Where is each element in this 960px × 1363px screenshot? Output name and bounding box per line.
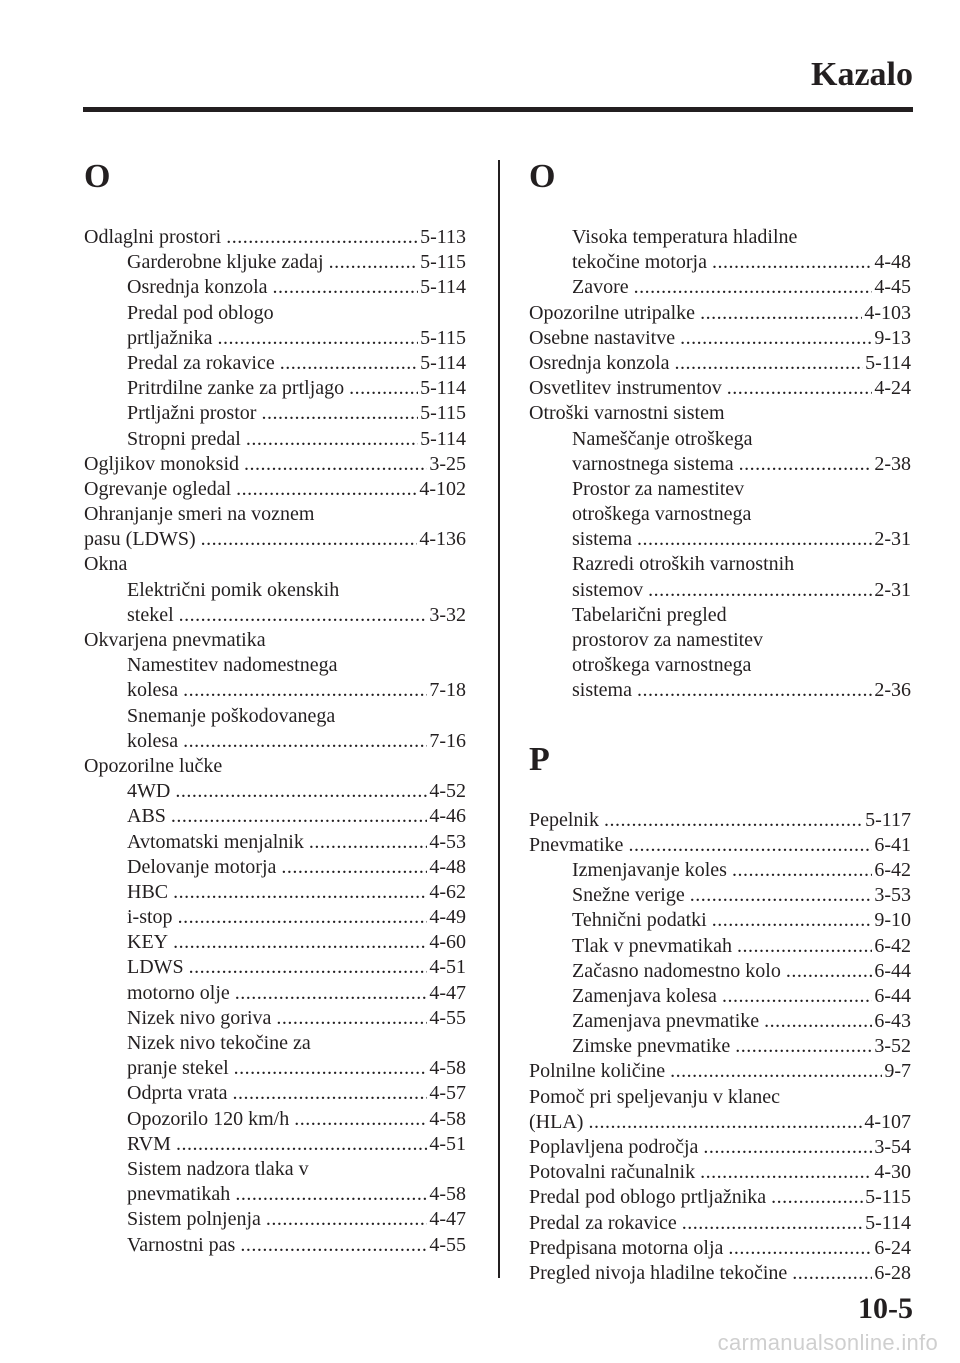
dot-leader <box>171 804 427 829</box>
index-term: Pepelnik <box>529 808 599 831</box>
index-term: Nameščanje otroškega <box>572 427 753 450</box>
index-subentry <box>84 301 466 326</box>
index-term: kolesa <box>127 729 179 752</box>
dot-leader <box>173 880 427 905</box>
index-term: Potovalni računalnik <box>529 1161 696 1184</box>
index-term: Prtljažni prostor <box>127 402 257 425</box>
dot-leader <box>700 1160 872 1185</box>
index-entry <box>84 754 466 779</box>
page-reference: 4-55 <box>429 1233 466 1256</box>
index-term: sistemov <box>572 578 644 601</box>
index-term: sistema <box>572 528 632 551</box>
index-entry <box>529 1110 911 1135</box>
index-term: HBC <box>127 880 169 903</box>
index-term: Opozorilo 120 km/h <box>127 1107 290 1130</box>
dot-leader <box>637 678 872 703</box>
index-entry <box>529 1059 911 1084</box>
index-subentry <box>84 351 466 376</box>
dot-leader <box>732 858 872 883</box>
index-term: Poplavljena področja <box>529 1136 699 1158</box>
watermark: carmanualsonline.info <box>717 1330 938 1355</box>
dot-leader <box>183 729 427 754</box>
dot-leader <box>273 275 419 300</box>
right-index-column <box>529 150 911 1286</box>
index-subentry <box>529 225 911 250</box>
dot-leader <box>234 1056 428 1081</box>
index-term: Garderobne kljuke zadaj <box>127 251 324 274</box>
page-reference: 6-44 <box>874 959 911 982</box>
index-term: Odlaglni prostori <box>84 226 222 248</box>
index-term: prtljažnika <box>127 326 213 349</box>
index-term: prostorov za namestitev <box>572 629 764 651</box>
index-entry <box>529 1261 911 1286</box>
index-subentry <box>84 905 466 930</box>
index-entry <box>84 552 466 577</box>
index-subentry <box>529 984 911 1009</box>
dot-leader <box>682 1211 863 1236</box>
page-reference: 9-7 <box>884 1060 911 1083</box>
index-term: Predal pod oblogo <box>127 301 274 324</box>
page-reference: 5-115 <box>420 251 466 274</box>
index-entry <box>529 1236 911 1261</box>
index-entry <box>529 1185 911 1210</box>
page-reference: 9-13 <box>874 326 911 349</box>
index-subentry <box>529 934 911 959</box>
dot-leader <box>329 250 419 275</box>
page-reference: 5-115 <box>420 326 466 349</box>
page-reference: 2-36 <box>874 679 911 702</box>
index-entry <box>529 326 911 351</box>
index-term: LDWS <box>127 956 184 979</box>
index-subentry <box>84 1157 466 1182</box>
index-list-left <box>84 225 466 1258</box>
index-term: Stropni predal <box>127 427 241 450</box>
index-term: pasu (LDWS) <box>84 528 196 551</box>
index-term: Tabelarični pregled <box>572 603 727 626</box>
dot-leader <box>175 779 427 804</box>
dot-leader <box>670 1059 882 1084</box>
index-subentry <box>84 1207 466 1232</box>
index-term: tekočine motorja <box>572 251 707 274</box>
page-reference: 5-117 <box>865 808 911 831</box>
page-reference: 4-107 <box>864 1110 911 1133</box>
index-term: sistema <box>572 679 632 702</box>
index-subentry <box>84 1132 466 1157</box>
index-term: Ohranjanje smeri na voznem <box>84 503 315 526</box>
index-term: Otroški varnostni sistem <box>529 402 725 425</box>
page-number: 10-5 <box>858 1292 913 1325</box>
index-subentry <box>84 275 466 300</box>
page-reference: 4-62 <box>429 880 466 903</box>
page-reference: 5-114 <box>420 351 466 374</box>
index-term: Predpisana motorna olja <box>529 1236 724 1259</box>
dot-leader <box>634 275 873 300</box>
dot-leader <box>173 930 427 955</box>
page-reference: 6-28 <box>874 1261 911 1284</box>
index-term: Razredi otroških varnostnih <box>572 553 795 576</box>
page-reference: 3-54 <box>874 1136 911 1158</box>
index-subentry <box>84 326 466 351</box>
index-term: pnevmatikah <box>127 1183 231 1206</box>
dot-leader <box>244 452 427 477</box>
index-term: Tehnični podatki <box>572 909 707 932</box>
page-reference: 5-114 <box>420 377 466 400</box>
index-term: pranje stekel <box>127 1057 229 1080</box>
index-term: RVM <box>127 1132 171 1155</box>
index-term: Snežne verige <box>572 884 685 907</box>
dot-leader <box>226 225 418 250</box>
index-term: Tlak v pnevmatikah <box>572 934 732 957</box>
index-subentry <box>84 603 466 628</box>
dot-leader <box>648 578 872 603</box>
page-reference: 5-114 <box>420 427 466 450</box>
page-reference: 5-114 <box>865 351 911 374</box>
dot-leader <box>700 301 862 326</box>
page-reference: 4-52 <box>429 780 466 803</box>
dot-leader <box>218 326 419 351</box>
index-subentry <box>84 678 466 703</box>
index-entry <box>84 452 466 477</box>
index-subentry <box>84 376 466 401</box>
dot-leader <box>735 1034 872 1059</box>
page-reference: 2-31 <box>874 528 911 551</box>
index-term: motorno olje <box>127 981 230 1004</box>
index-term: Zavore <box>572 276 629 299</box>
index-entry <box>529 1160 911 1185</box>
index-subentry <box>84 401 466 426</box>
index-subentry <box>529 959 911 984</box>
index-subentry <box>84 804 466 829</box>
page-reference: 5-113 <box>420 226 466 248</box>
page-reference: 6-42 <box>874 934 911 957</box>
dot-leader <box>792 1261 872 1286</box>
dot-leader <box>183 678 427 703</box>
index-term: Nizek nivo tekočine za <box>127 1032 311 1054</box>
index-term: Pregled nivoja hladilne tekočine <box>529 1261 788 1284</box>
index-term: Polnilne količine <box>529 1060 666 1083</box>
page-reference: 4-103 <box>864 301 911 324</box>
index-term: Izmenjavanje koles <box>572 858 727 881</box>
index-term: Ogrevanje ogledal <box>84 477 232 500</box>
index-subentry <box>84 930 466 955</box>
page-reference: 4-45 <box>874 276 911 299</box>
page-reference: 9-10 <box>874 909 911 932</box>
index-term: Visoka temperatura hladilne <box>572 226 798 248</box>
index-term: Zimske pnevmatike <box>572 1035 731 1058</box>
index-subentry <box>84 427 466 452</box>
index-subentry <box>529 477 911 502</box>
index-term: Predal pod oblogo prtljažnika <box>529 1186 767 1209</box>
dot-leader <box>201 527 418 552</box>
index-term: Predal za rokavice <box>529 1211 677 1234</box>
dot-leader <box>266 1207 427 1232</box>
index-subentry <box>529 275 911 300</box>
index-subentry <box>84 653 466 678</box>
index-entry <box>529 351 911 376</box>
index-subentry <box>529 883 911 908</box>
index-entry <box>529 1135 911 1160</box>
page-reference: 4-47 <box>429 1208 466 1231</box>
page-reference: 4-53 <box>429 830 466 853</box>
index-term: otroškega varnostnega <box>572 654 752 677</box>
index-subentry <box>84 1182 466 1207</box>
index-entry <box>84 628 466 653</box>
index-term: Snemanje poškodovanega <box>127 704 336 727</box>
page-reference: 6-24 <box>874 1236 911 1259</box>
page-reference: 5-115 <box>420 402 466 425</box>
index-subentry <box>84 855 466 880</box>
index-term: Predal za rokavice <box>127 351 275 374</box>
index-subentry <box>84 955 466 980</box>
dot-leader <box>588 1110 862 1135</box>
index-term: Delovanje motorja <box>127 855 277 878</box>
page-reference: 5-114 <box>865 1211 911 1234</box>
index-subentry <box>84 578 466 603</box>
dot-leader <box>240 1233 427 1258</box>
index-entry <box>84 477 466 502</box>
index-term: Okvarjena pnevmatika <box>84 629 266 651</box>
index-subentry <box>84 981 466 1006</box>
index-subentry <box>84 1107 466 1132</box>
dot-leader <box>276 1006 427 1031</box>
dot-leader <box>628 833 872 858</box>
section-letter-p: P <box>529 740 550 778</box>
page-reference: 4-58 <box>429 1057 466 1080</box>
index-subentry <box>529 858 911 883</box>
index-list-right-p <box>529 808 911 1287</box>
index-subentry <box>529 1034 911 1059</box>
dot-leader <box>786 959 872 984</box>
index-term: Varnostni pas <box>127 1233 236 1256</box>
index-subentry <box>529 653 911 678</box>
page-reference: 4-55 <box>429 1006 466 1029</box>
page-reference: 4-58 <box>429 1107 466 1130</box>
dot-leader <box>261 401 418 426</box>
index-subentry <box>529 452 911 477</box>
index-entry <box>84 527 466 552</box>
index-term: Zamenjava pnevmatike <box>572 1010 760 1033</box>
index-term: Opozorilne utripalke <box>529 301 696 324</box>
index-subentry <box>84 704 466 729</box>
index-term: Osrednja konzola <box>529 351 670 374</box>
dot-leader <box>712 250 872 275</box>
index-term: Okna <box>84 553 128 576</box>
page-reference: 7-16 <box>429 729 466 752</box>
index-subentry <box>84 250 466 275</box>
page-reference: 4-47 <box>429 981 466 1004</box>
index-subentry <box>84 1056 466 1081</box>
page-reference: 4-46 <box>429 805 466 828</box>
dot-leader <box>675 351 864 376</box>
dot-leader <box>690 883 873 908</box>
page-reference: 4-48 <box>874 251 911 274</box>
index-entry <box>529 376 911 401</box>
index-entry <box>529 401 911 426</box>
index-subentry <box>84 880 466 905</box>
index-subentry <box>529 250 911 275</box>
dot-leader <box>739 452 873 477</box>
index-term: Električni pomik okenskih <box>127 578 340 601</box>
dot-leader <box>771 1185 863 1210</box>
dot-leader <box>703 1135 872 1160</box>
index-term: stekel <box>127 603 174 626</box>
index-term: Odprta vrata <box>127 1082 228 1105</box>
page-reference: 4-49 <box>429 906 466 929</box>
section-letter-o: O <box>84 158 111 195</box>
column-divider <box>498 160 500 1278</box>
index-term: varnostnega sistema <box>572 452 734 475</box>
index-term: Ogljikov monoksid <box>84 452 240 475</box>
index-entry <box>529 1085 911 1110</box>
index-subentry <box>529 552 911 577</box>
index-term: Sistem polnjenja <box>127 1208 261 1231</box>
page-reference: 6-41 <box>874 833 911 856</box>
index-subentry <box>84 1233 466 1258</box>
index-subentry <box>529 678 911 703</box>
page-reference: 2-31 <box>874 578 911 601</box>
dot-leader <box>179 603 428 628</box>
index-term: otroškega varnostnega <box>572 503 752 526</box>
page-reference: 4-30 <box>874 1161 911 1184</box>
index-subentry <box>529 603 911 628</box>
index-subentry <box>529 427 911 452</box>
index-entry <box>529 1211 911 1236</box>
index-subentry <box>84 830 466 855</box>
page-reference: 3-32 <box>429 603 466 626</box>
page-reference: 3-52 <box>874 1035 911 1058</box>
index-term: 4WD <box>127 780 171 803</box>
index-subentry <box>84 1006 466 1031</box>
page-reference: 2-38 <box>874 452 911 475</box>
page-reference: 4-102 <box>419 477 466 500</box>
index-subentry <box>529 502 911 527</box>
dot-leader <box>637 527 872 552</box>
page-reference: 4-136 <box>419 528 466 551</box>
index-term: KEY <box>127 931 169 954</box>
index-term: Nizek nivo goriva <box>127 1006 272 1029</box>
dot-leader <box>280 351 418 376</box>
dot-leader <box>764 1009 872 1034</box>
dot-leader <box>728 1236 872 1261</box>
page-reference: 4-60 <box>429 931 466 954</box>
page-reference: 4-48 <box>429 855 466 878</box>
page-reference: 6-43 <box>874 1010 911 1033</box>
index-subentry <box>84 729 466 754</box>
index-subentry <box>84 1031 466 1056</box>
dot-leader <box>189 955 428 980</box>
dot-leader <box>294 1107 427 1132</box>
dot-leader <box>680 326 872 351</box>
index-subentry <box>529 578 911 603</box>
index-term: Začasno nadomestno kolo <box>572 959 781 982</box>
dot-leader <box>236 477 417 502</box>
header-rule <box>83 107 913 112</box>
page-reference: 4-58 <box>429 1183 466 1206</box>
index-term: Osebne nastavitve <box>529 326 676 349</box>
index-list-right-o <box>529 225 911 704</box>
index-term: i-stop <box>127 906 173 929</box>
dot-leader <box>309 830 428 855</box>
index-entry <box>529 808 911 833</box>
dot-leader <box>737 934 872 959</box>
page-reference: 4-51 <box>429 956 466 979</box>
index-entry <box>84 502 466 527</box>
page-reference: 4-24 <box>874 377 911 400</box>
dot-leader <box>246 427 418 452</box>
index-term: Pomoč pri speljevanju v klanec <box>529 1085 781 1108</box>
dot-leader <box>712 908 873 933</box>
page-reference: 3-53 <box>874 884 911 907</box>
index-subentry <box>529 527 911 552</box>
index-term: Osvetlitev instrumentov <box>529 377 722 400</box>
index-subentry <box>529 908 911 933</box>
dot-leader <box>235 981 428 1006</box>
index-entry <box>529 833 911 858</box>
page-reference: 6-44 <box>874 984 911 1007</box>
dot-leader <box>722 984 872 1009</box>
index-term: kolesa <box>127 679 179 702</box>
dot-leader <box>604 808 863 833</box>
index-subentry <box>529 628 911 653</box>
section-letter-o-continued: O <box>529 158 556 195</box>
page-reference: 5-114 <box>420 276 466 299</box>
page-reference: 4-51 <box>429 1132 466 1155</box>
index-term: Opozorilne lučke <box>84 754 223 777</box>
dot-leader <box>178 905 428 930</box>
index-term: Namestitev nadomestnega <box>127 654 338 677</box>
index-entry <box>84 225 466 250</box>
index-subentry <box>84 1081 466 1106</box>
index-term: Avtomatski menjalnik <box>127 830 304 853</box>
dot-leader <box>349 376 418 401</box>
index-entry <box>529 301 911 326</box>
index-term: Prostor za namestitev <box>572 477 745 500</box>
dot-leader <box>235 1182 427 1207</box>
dot-leader <box>727 376 873 401</box>
page-reference: 3-25 <box>429 452 466 475</box>
dot-leader <box>176 1132 427 1157</box>
index-subentry <box>529 1009 911 1034</box>
page-reference: 7-18 <box>429 679 466 702</box>
index-term: Sistem nadzora tlaka v <box>127 1157 309 1180</box>
page-reference: 4-57 <box>429 1082 466 1105</box>
page-reference: 6-42 <box>874 858 911 881</box>
page-header-title: Kazalo <box>811 56 913 93</box>
page-reference: 5-115 <box>865 1186 911 1209</box>
dot-leader <box>281 855 427 880</box>
left-index-column <box>84 150 466 1258</box>
dot-leader <box>233 1081 428 1106</box>
index-term: Pritrdilne zanke za prtljago <box>127 377 345 400</box>
index-term: (HLA) <box>529 1110 584 1133</box>
index-term: Pnevmatike <box>529 833 624 856</box>
index-term: Osrednja konzola <box>127 276 268 299</box>
index-term: Zamenjava kolesa <box>572 984 717 1007</box>
index-term: ABS <box>127 805 166 828</box>
index-subentry <box>84 779 466 804</box>
